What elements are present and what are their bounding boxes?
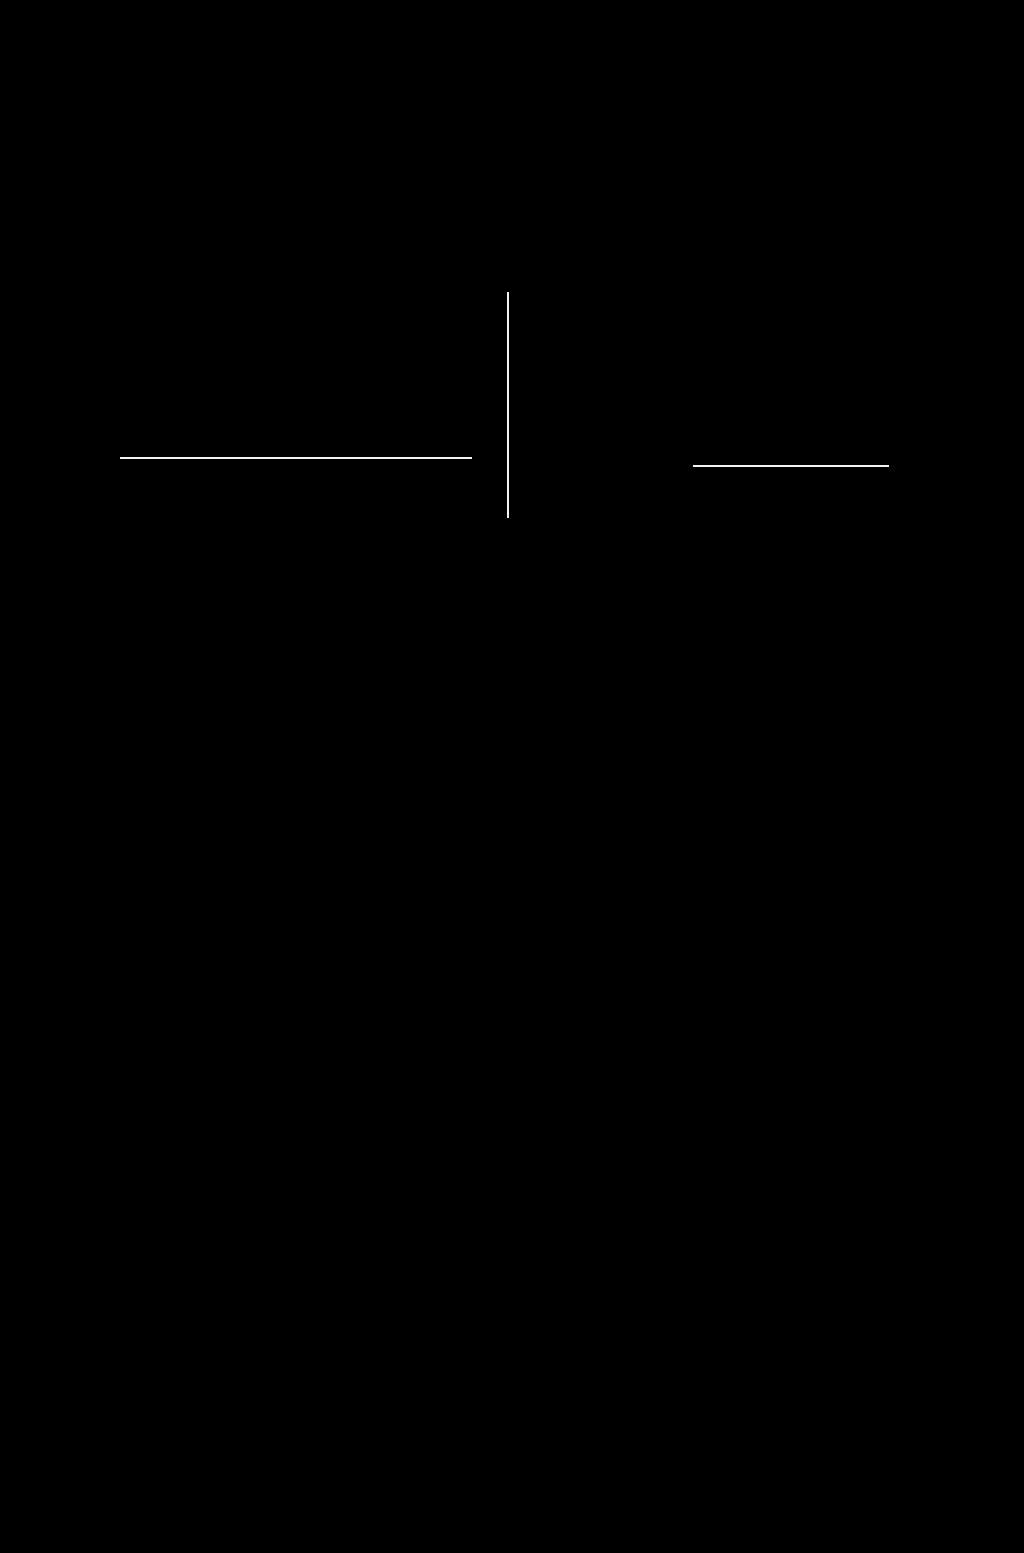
- column-separator: [507, 292, 509, 518]
- passziva-sum-line: [693, 465, 889, 467]
- aktiva-sum-line: [120, 457, 472, 459]
